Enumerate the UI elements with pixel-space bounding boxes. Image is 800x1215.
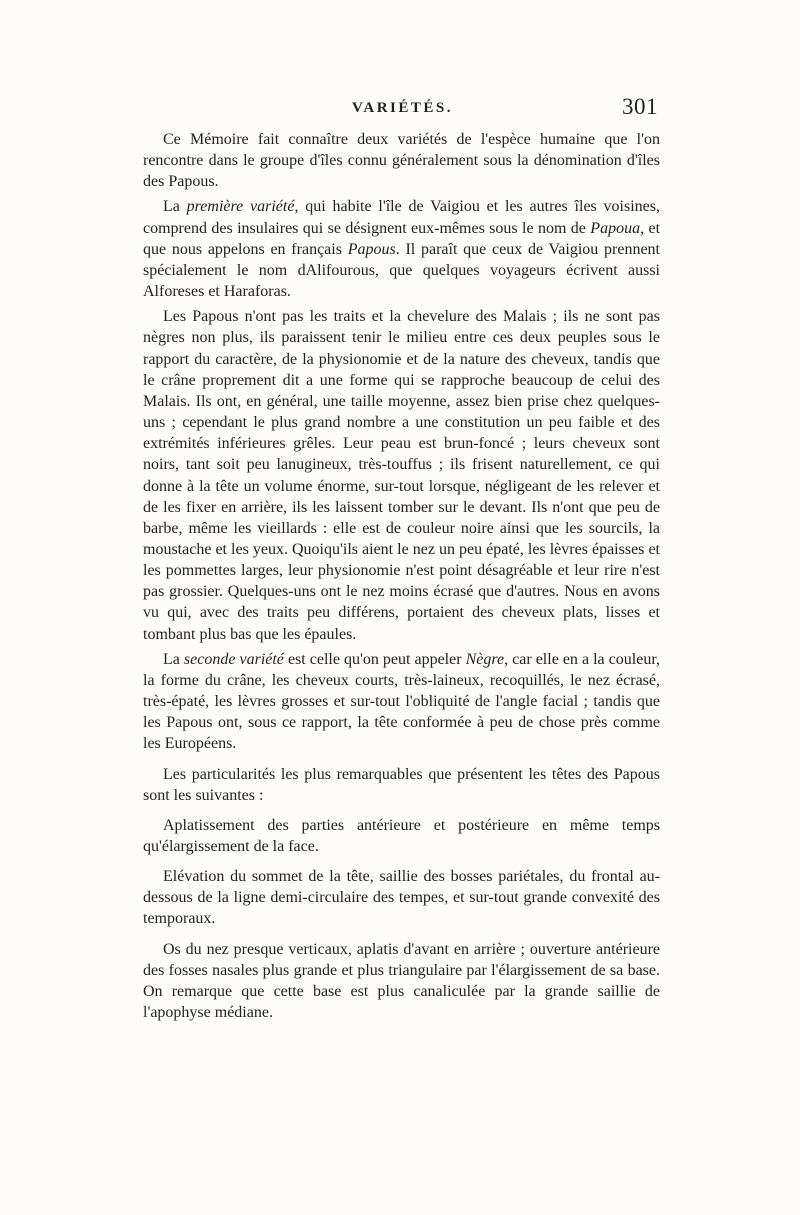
running-head xyxy=(141,96,664,126)
italic-term-papoua: Papoua xyxy=(590,219,641,237)
italic-term-negre: Nègre xyxy=(465,650,505,668)
running-title: VARIÉTÉS. xyxy=(351,100,453,116)
paragraph-intro xyxy=(143,129,660,192)
text-run: Les particularités les plus remarquables que présentent les têtes des Papous sont les suivantes : xyxy=(143,765,660,804)
text-run: Ce Mémoire fait connaître deux variétés de l'espèce humaine que l'on rencontre dans le groupe d'îles connu généralement sous la dénomination d'îles des Papous. xyxy=(143,131,660,191)
body-text xyxy=(143,129,660,1023)
text-run: est celle qu'on peut appeler xyxy=(283,650,466,668)
text-run: Os du nez presque verticaux, aplatis d'avant en arrière ; ouverture antérieure des fosses nasales plus grande et plus triangulaire par l'élargissement de sa base. On remarque que cette base est plus canaliculée par la grande saillie de l'apophyse médiane. xyxy=(143,940,660,1022)
text-run: , qui habite l'île de Vaigiou et les autres îles voisines, comprend des insulaires qui se désignent eux-mêmes sous le nom de xyxy=(143,198,661,237)
text-run: , et que nous appelons en français xyxy=(143,219,661,258)
paragraph-elevation xyxy=(143,866,660,929)
text-run: Les Papous n'ont pas les traits et la chevelure des Malais ; ils ne sont pas nègres non plus, ils paraissent tenir le milieu entre ces deux peuples sous le rapport du caractère, de la physionomie et de la nature des cheveux, tandis que le crâne proprement dit a une forme qui se rapproche beaucoup de celui des Malais. Ils ont, en général, une taille moyenne, assez bien prise chez quelques-uns ; cependant le plus grand nombre a une constitution un peu faible et des extrémités inférieures grêles. Leur peau est brun-foncé ; leurs cheveux sont noirs, tant soit peu lanugineux, très-touffus ; ils frisent naturellement, ce qui donne à la tête un volume énorme, sur-tout lorsque, négligeant de les relever et de les fixer en arrière, ils les laissent tomber sur le devant. Ils n'ont que peu de barbe, même les vieillards : elle est de couleur noire ainsi que les sourcils, la moustache et les yeux. Quoiqu'ils aient le nez un peu épaté, les lèvres épaisses et les pommettes larges, leur physionomie n'est point désagréable et leur rire n'est pas grossier. Quelques-uns ont le nez moins écrasé que d'autres. Nous en avons vu qui, avec des traits peu différens, portaient des cheveux plats, lisses et tombant plus bas que les épaules. xyxy=(143,308,660,643)
text-run: . Il paraît que ceux de Vaigiou prennent spécialement le nom dAlifourous, que quelques voyageurs écrivent aussi Alforeses et Haraforas. xyxy=(143,240,660,301)
paragraph-os-du-nez xyxy=(143,939,660,1024)
paragraph-first-variety xyxy=(143,196,660,302)
page-number: 301 xyxy=(622,94,658,119)
italic-term-seconde-variete: seconde variété xyxy=(183,650,284,668)
paragraph-aplatissement xyxy=(143,815,660,857)
paragraph-papous-description xyxy=(143,306,660,645)
italic-term-premiere-variete: première variété xyxy=(186,198,295,216)
text-run: , car elle en a la couleur, la forme du crâne, les cheveux courts, très-laineux, recoquillés, le nez écrasé, très-épaté, les lèvres grosses et sur-tout l'obliquité de l'angle facial ; tandis que les Papous ont, sous ce rapport, la tête conformée à peu de chose près comme les Européens. xyxy=(143,650,661,753)
italic-term-papous: Papous xyxy=(347,240,396,258)
text-run: La xyxy=(163,650,184,668)
text-run: Aplatissement des parties antérieure et postérieure en même temps qu'élargissement de la face. xyxy=(143,816,660,855)
text-run: La xyxy=(163,198,187,216)
paragraph-second-variety xyxy=(143,649,660,755)
text-run: Elévation du sommet de la tête, saillie des bosses pariétales, du frontal au-dessous de la ligne demi-circulaire des tempes, et sur-tout grande convexité des temporaux. xyxy=(143,868,660,928)
paragraph-particularities xyxy=(143,764,660,806)
